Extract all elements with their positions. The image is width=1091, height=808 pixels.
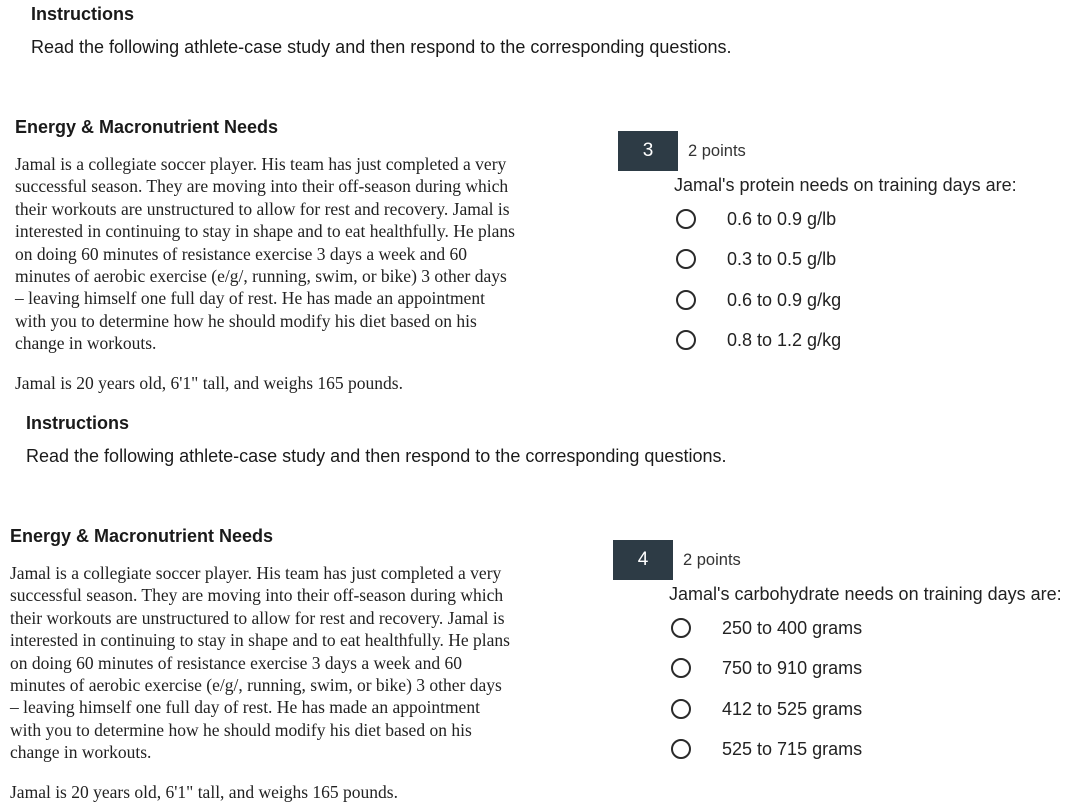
answer-option[interactable] (671, 696, 862, 722)
case-line: their workouts are unstructured to allow for rest and recovery. Jamal is (15, 198, 510, 219)
answer-option[interactable] (671, 736, 862, 762)
answer-option[interactable] (676, 287, 841, 313)
radio-button[interactable] (676, 249, 696, 269)
answer-option[interactable] (671, 655, 862, 681)
question-number-badge: 3 (618, 131, 678, 171)
radio-button[interactable] (671, 739, 691, 759)
question-points: 2 points (683, 551, 741, 569)
case-line: Jamal is a collegiate soccer player. His team has just completed a very (10, 563, 502, 583)
radio-button[interactable] (671, 658, 691, 678)
radio-button[interactable] (676, 209, 696, 229)
answer-option[interactable] (676, 206, 836, 232)
radio-button[interactable] (671, 618, 691, 638)
instructions-text: Read the following athlete-case study and then respond to the corresponding questions. (26, 446, 727, 466)
case-line: – leaving himself one full day of rest. He has made an appointment (15, 288, 485, 309)
answer-option-label: 412 to 525 grams (722, 698, 863, 719)
case-line: with you to determine how he should modify his diet based on his (15, 310, 477, 331)
answer-option[interactable] (676, 327, 841, 353)
case-study-stats: Jamal is 20 years old, 6'1" tall, and weighs 165 pounds. (15, 373, 403, 393)
answer-option-label: 0.6 to 0.9 g/lb (727, 208, 837, 229)
instructions-heading: Instructions (31, 4, 135, 24)
instructions-text: Read the following athlete-case study and then respond to the corresponding questions. (31, 37, 732, 57)
answer-option[interactable] (671, 615, 862, 641)
case-line: successful season. They are moving into their off-season during which (15, 176, 509, 197)
question-points: 2 points (688, 142, 746, 160)
answer-option-label: 0.3 to 0.5 g/lb (727, 248, 837, 269)
case-study-paragraph (10, 562, 600, 764)
case-line: successful season. They are moving into their off-season during which (10, 585, 504, 606)
question-text: Jamal's carbohydrate needs on training days are: (669, 584, 1062, 604)
case-study-title: Energy & Macronutrient Needs (10, 526, 274, 546)
case-line: on doing 60 minutes of resistance exercise 3 days a week and 60 (10, 652, 462, 673)
case-line: – leaving himself one full day of rest. He has made an appointment (10, 697, 480, 718)
case-line: minutes of aerobic exercise (e/g/, running, swim, or bike) 3 other days (10, 675, 502, 696)
case-line: with you to determine how he should modify his diet based on his (10, 719, 472, 740)
radio-button[interactable] (676, 330, 696, 350)
case-line: change in workouts. (10, 742, 152, 763)
instructions-heading: Instructions (26, 413, 130, 433)
radio-button[interactable] (671, 699, 691, 719)
answer-option-label: 750 to 910 grams (722, 657, 863, 678)
case-study-stats: Jamal is 20 years old, 6'1" tall, and weighs 165 pounds. (10, 782, 398, 802)
case-line: change in workouts. (15, 333, 157, 354)
case-line: minutes of aerobic exercise (e/g/, running, swim, or bike) 3 other days (15, 266, 507, 287)
answer-option-label: 250 to 400 grams (722, 617, 863, 638)
answer-option-label: 0.8 to 1.2 g/kg (727, 329, 842, 350)
case-study-paragraph (15, 153, 605, 355)
answer-option-label: 0.6 to 0.9 g/kg (727, 289, 842, 310)
case-study-title: Energy & Macronutrient Needs (15, 117, 279, 137)
question-number-badge: 4 (613, 540, 673, 580)
case-line: interested in continuing to stay in shape and to eat healthfully. He plans (10, 630, 510, 651)
answer-option[interactable] (676, 246, 836, 272)
question-text: Jamal's protein needs on training days are: (674, 175, 1017, 195)
answer-option-label: 525 to 715 grams (722, 738, 863, 759)
case-line: interested in continuing to stay in shape and to eat healthfully. He plans (15, 221, 515, 242)
case-line: Jamal is a collegiate soccer player. His team has just completed a very (15, 154, 507, 174)
case-line: on doing 60 minutes of resistance exercise 3 days a week and 60 (15, 243, 467, 264)
question-block-4 (0, 409, 1091, 808)
case-line: their workouts are unstructured to allow for rest and recovery. Jamal is (10, 607, 505, 628)
radio-button[interactable] (676, 290, 696, 310)
